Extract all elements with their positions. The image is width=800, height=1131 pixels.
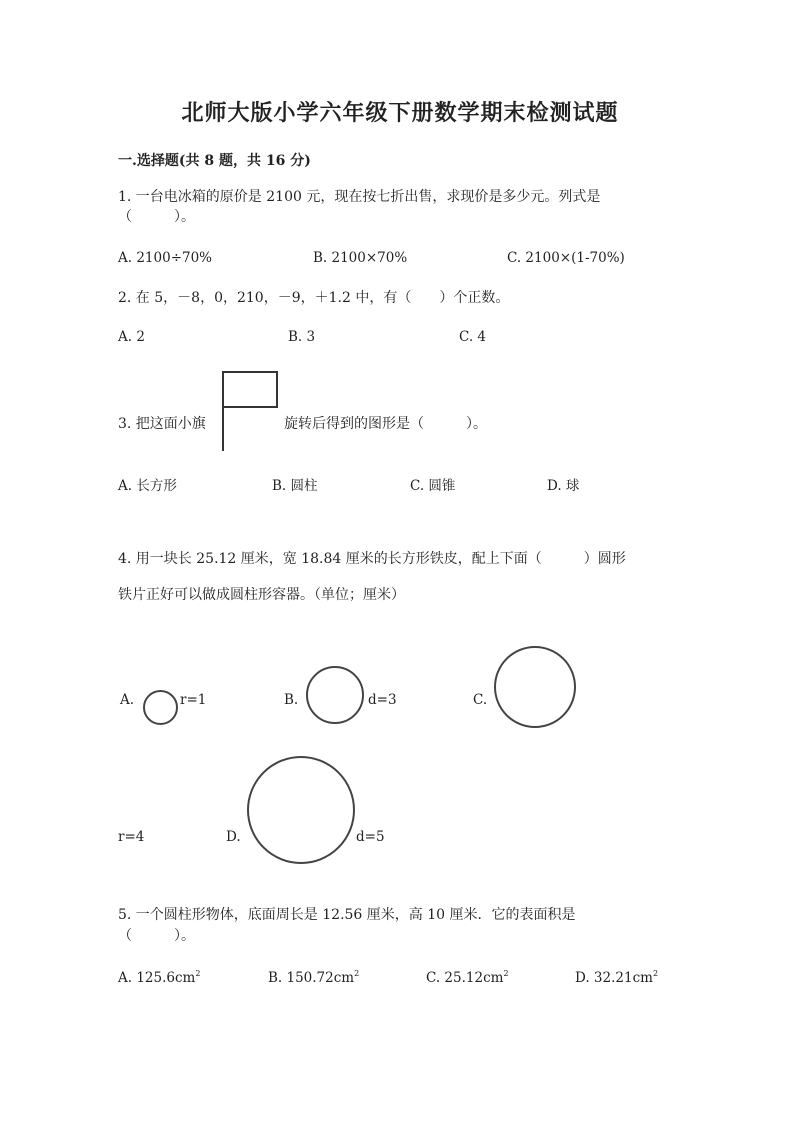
question-4-option-c-label: r=4 xyxy=(118,829,145,845)
question-4-option-d-letter[interactable]: D. xyxy=(226,829,241,845)
question-2-text: 2. 在 5，－8，0，210，－9，＋1.2 中，有（ ）个正数。 xyxy=(118,290,510,306)
question-4-option-c-letter[interactable]: C. xyxy=(473,692,488,708)
question-1-text: 1. 一台电冰箱的原价是 2100 元，现在按七折出售，求现价是多少元。列式是 xyxy=(118,189,601,205)
question-4-option-a-label: r=1 xyxy=(180,692,207,708)
circle-option-c[interactable] xyxy=(494,646,576,728)
question-3-option-b[interactable]: B. 圆柱 xyxy=(272,478,318,494)
question-5-option-b[interactable] xyxy=(268,969,359,986)
question-5-option-d-text: D. 32.21cm xyxy=(575,970,653,986)
question-3-option-d[interactable]: D. 球 xyxy=(547,478,580,494)
question-5-option-a[interactable] xyxy=(118,969,200,986)
circle-option-b[interactable] xyxy=(306,666,364,724)
question-4-option-b-letter[interactable]: B. xyxy=(284,692,299,708)
question-2-option-b[interactable]: B. 3 xyxy=(288,329,316,345)
question-4-text: 4. 用一块长 25.12 厘米，宽 18.84 厘米的长方形铁皮，配上下面（ ）圆形 xyxy=(118,551,626,567)
question-4-option-a-letter[interactable]: A. xyxy=(120,692,135,708)
squared-sup: 2 xyxy=(503,969,509,978)
question-5-option-b-text: B. 150.72cm xyxy=(268,970,355,986)
question-5-option-c-text: C. 25.12cm xyxy=(426,970,504,986)
squared-sup: 2 xyxy=(195,969,201,978)
question-5-option-a-text: A. 125.6cm xyxy=(118,970,196,986)
question-5-option-c[interactable] xyxy=(426,969,509,986)
section-heading: 一.选择题(共 8 题，共 16 分) xyxy=(118,153,311,169)
squared-sup: 2 xyxy=(652,969,659,978)
question-2-option-a[interactable]: A. 2 xyxy=(118,329,145,345)
question-1-blank: （ ）。 xyxy=(118,209,195,225)
question-1-option-c[interactable]: C. 2100×(1-70%) xyxy=(507,250,625,266)
question-5-text: 5. 一个圆柱形物体，底面周长是 12.56 厘米，高 10 厘米．它的表面积是 xyxy=(118,907,576,923)
question-3-text-after: 旋转后得到的图形是（ ）。 xyxy=(284,416,487,432)
question-3-text-before: 3. 把这面小旗 xyxy=(118,416,206,432)
question-3-option-a[interactable]: A. 长方形 xyxy=(118,478,177,494)
circle-option-d[interactable] xyxy=(247,756,355,864)
question-1-option-a[interactable]: A. 2100÷70% xyxy=(118,250,213,266)
question-4-option-b-label: d=3 xyxy=(368,692,397,708)
flag-figure xyxy=(221,371,279,451)
flag-banner xyxy=(223,372,277,407)
question-5-blank: （ ）。 xyxy=(118,928,195,944)
circle-option-a[interactable] xyxy=(143,690,178,725)
question-1-option-b[interactable]: B. 2100×70% xyxy=(313,250,408,266)
question-4-text-line-2: 铁片正好可以做成圆柱形容器。（单位；厘米） xyxy=(118,587,405,603)
squared-sup: 2 xyxy=(354,969,360,978)
question-4-option-d-label: d=5 xyxy=(356,829,385,845)
question-2-option-c[interactable]: C. 4 xyxy=(459,329,487,345)
question-3-option-c[interactable]: C. 圆锥 xyxy=(410,478,456,494)
question-5-option-d[interactable] xyxy=(575,969,658,986)
page-title: 北师大版小学六年级下册数学期末检测试题 xyxy=(181,100,619,126)
